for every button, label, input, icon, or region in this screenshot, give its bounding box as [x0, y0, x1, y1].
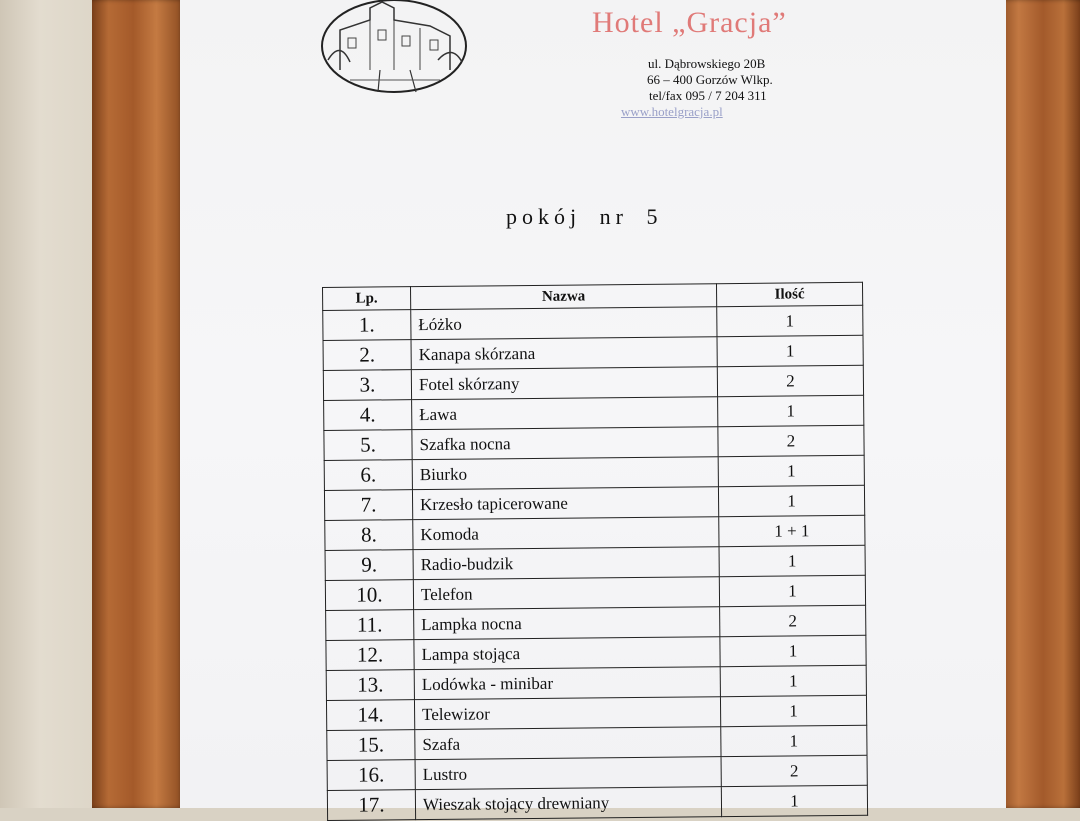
- item-name: Kanapa skórzana: [411, 337, 717, 370]
- item-quantity: 2: [718, 425, 864, 456]
- item-name: Krzesło tapicerowane: [412, 487, 718, 520]
- row-number: 15.: [327, 730, 415, 761]
- item-name: Telefon: [413, 577, 719, 610]
- hotel-name: Hotel „Gracja”: [592, 6, 787, 39]
- item-quantity: 1 + 1: [719, 515, 865, 546]
- hotel-logo-sketch: [320, 0, 470, 96]
- item-quantity: 1: [720, 665, 866, 696]
- item-quantity: 1: [720, 635, 866, 666]
- item-name: Komoda: [413, 517, 719, 550]
- item-quantity: 2: [717, 365, 863, 396]
- inventory-table: [322, 282, 868, 821]
- item-name: Biurko: [412, 457, 718, 490]
- item-quantity: 1: [721, 785, 867, 816]
- website-link[interactable]: www.hotelgracja.pl: [621, 104, 723, 119]
- item-quantity: 1: [718, 395, 864, 426]
- item-quantity: 2: [721, 755, 867, 786]
- frame-left-edge: [92, 0, 184, 808]
- item-quantity: 2: [720, 605, 866, 636]
- row-number: 4.: [324, 400, 412, 431]
- address-street: ul. Dąbrowskiego 20B: [648, 56, 766, 71]
- item-name: Lampka nocna: [414, 607, 720, 640]
- header-nazwa: Nazwa: [411, 284, 717, 310]
- frame-right-edge: [998, 0, 1080, 808]
- header-ilosc: Ilość: [716, 282, 862, 306]
- item-quantity: 1: [721, 725, 867, 756]
- item-quantity: 1: [718, 455, 864, 486]
- row-number: 3.: [323, 370, 411, 401]
- address-phone: tel/fax 095 / 7 204 311: [649, 88, 767, 103]
- row-number: 14.: [326, 700, 414, 731]
- item-name: Radio-budzik: [413, 547, 719, 580]
- item-name: Lampa stojąca: [414, 637, 720, 670]
- item-name: Lustro: [415, 757, 721, 790]
- item-quantity: 1: [719, 545, 865, 576]
- item-name: Wieszak stojący drewniany: [415, 787, 721, 820]
- row-number: 12.: [326, 640, 414, 671]
- row-number: 16.: [327, 760, 415, 791]
- row-number: 6.: [324, 460, 412, 491]
- row-number: 10.: [325, 580, 413, 611]
- item-quantity: 1: [717, 305, 863, 336]
- row-number: 11.: [326, 610, 414, 641]
- item-name: Fotel skórzany: [411, 367, 717, 400]
- room-title: pokój nr 5: [506, 204, 663, 229]
- item-name: Szafa: [415, 727, 721, 760]
- item-name: Telewizor: [414, 697, 720, 730]
- row-number: 9.: [325, 550, 413, 581]
- row-number: 2.: [323, 340, 411, 371]
- row-number: 13.: [326, 670, 414, 701]
- item-name: Szafka nocna: [412, 427, 718, 460]
- item-name: Łóżko: [411, 307, 717, 340]
- header-lp: Lp.: [323, 287, 411, 311]
- row-number: 5.: [324, 430, 412, 461]
- inventory-table-wrapper: [322, 282, 867, 817]
- item-quantity: 1: [720, 695, 866, 726]
- item-name: Ława: [412, 397, 718, 430]
- table-row: [327, 785, 867, 820]
- row-number: 8.: [325, 520, 413, 551]
- item-name: Lodówka - minibar: [414, 667, 720, 700]
- item-quantity: 1: [719, 575, 865, 606]
- row-number: 1.: [323, 310, 411, 341]
- item-quantity: 1: [718, 485, 864, 516]
- row-number: 7.: [324, 490, 412, 521]
- item-quantity: 1: [717, 335, 863, 366]
- address-city: 66 – 400 Gorzów Wlkp.: [647, 72, 773, 87]
- row-number: 17.: [327, 790, 415, 821]
